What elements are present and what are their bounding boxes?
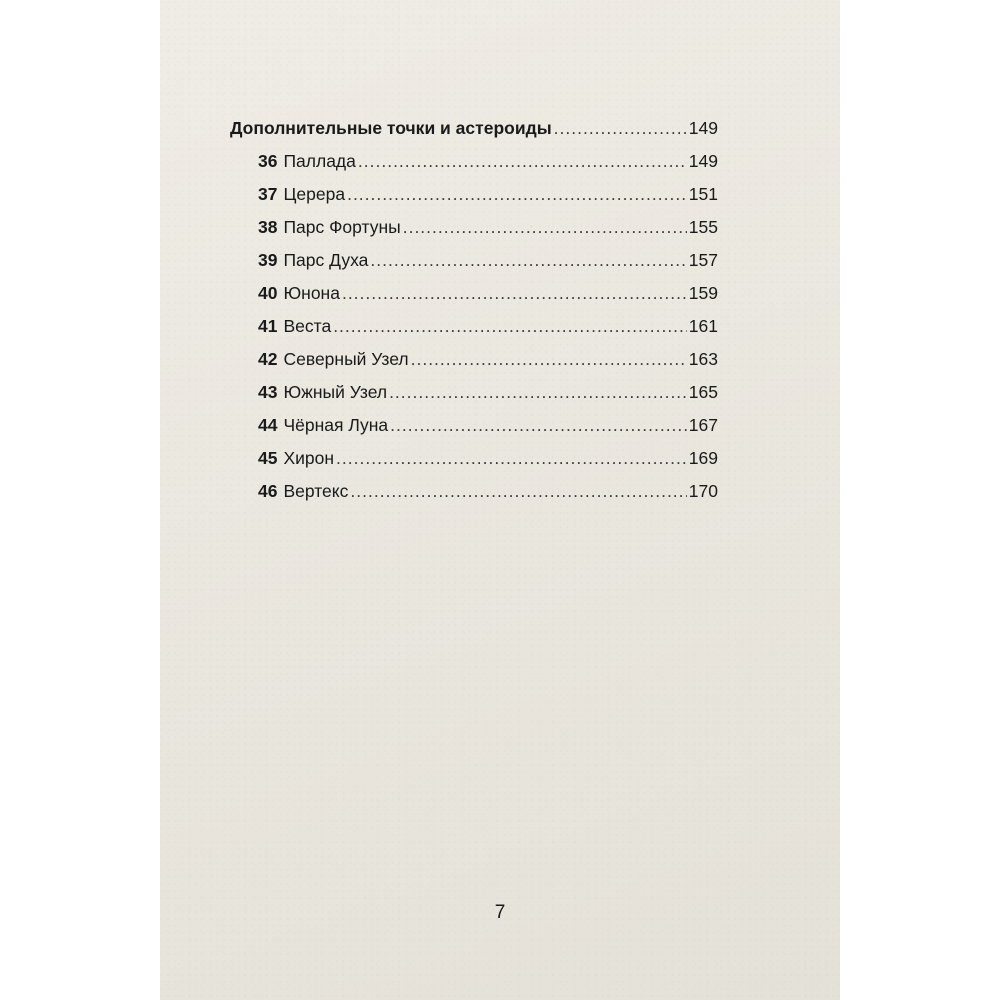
book-page [160,0,840,1000]
entry-number: 44 [258,415,278,435]
dot-leader [342,283,687,304]
toc-entry [230,283,718,316]
toc-entry [230,217,718,250]
entry-title: Южный Узел [283,382,388,402]
entry-title: Чёрная Луна [283,415,389,435]
entry-number: 37 [258,184,278,204]
entry-number: 46 [258,481,278,501]
dot-leader [358,151,687,172]
dot-leader [390,415,687,436]
table-of-contents [230,118,718,514]
dot-leader [370,250,686,271]
entry-title: Хирон [283,448,335,468]
entry-page-number: 163 [688,349,718,369]
section-page-number: 149 [688,118,718,138]
entry-number: 41 [258,316,278,336]
toc-entry [230,415,718,448]
entry-number: 36 [258,151,278,171]
dot-leader [389,382,687,403]
dot-leader [336,448,687,469]
dot-leader [554,118,687,139]
entry-title: Веста [283,316,332,336]
entry-number: 45 [258,448,278,468]
entry-title: Церера [283,184,346,204]
entry-title: Вертекс [283,481,349,501]
toc-entry [230,481,718,514]
toc-entry [230,151,718,184]
toc-entry [230,316,718,349]
toc-entry [230,349,718,382]
entry-page-number: 165 [688,382,718,402]
entry-page-number: 157 [688,250,718,270]
dot-leader [350,481,686,502]
entry-number: 38 [258,217,278,237]
toc-entry [230,382,718,415]
entry-title: Северный Узел [283,349,409,369]
entry-page-number: 149 [688,151,718,171]
dot-leader [403,217,687,238]
entry-title: Паллада [283,151,356,171]
entry-page-number: 167 [688,415,718,435]
entry-page-number: 151 [688,184,718,204]
entry-number: 39 [258,250,278,270]
entry-title: Парс Духа [283,250,369,270]
section-title: Дополнительные точки и астероиды [230,118,552,138]
dot-leader [347,184,687,205]
entry-title: Парс Фортуны [283,217,401,237]
entry-title: Юнона [283,283,340,303]
toc-entry [230,448,718,481]
entry-page-number: 159 [688,283,718,303]
entry-page-number: 155 [688,217,718,237]
dot-leader [411,349,687,370]
entry-number: 42 [258,349,278,369]
entry-number: 40 [258,283,278,303]
entry-number: 43 [258,382,278,402]
entry-page-number: 170 [688,481,718,501]
entry-page-number: 169 [688,448,718,468]
dot-leader [333,316,687,337]
page-number: 7 [494,902,506,923]
toc-entry [230,184,718,217]
toc-entry [230,250,718,283]
toc-section-heading [230,118,718,151]
entry-page-number: 161 [688,316,718,336]
